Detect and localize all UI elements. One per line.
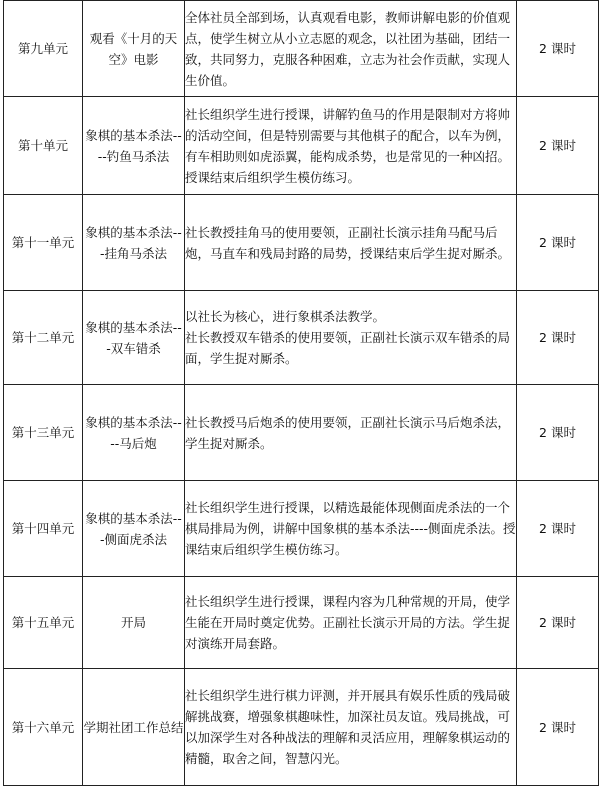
topic-label: 观看《十月的天空》电影 <box>89 30 178 67</box>
content-cell <box>185 577 517 669</box>
content-cell <box>185 97 517 195</box>
hours-label: 2 课时 <box>539 41 576 56</box>
unit-label: 第十五单元 <box>11 615 75 630</box>
hours-label: 2 课时 <box>539 425 576 440</box>
topic-label: 开局 <box>120 615 146 630</box>
content-text: 全体社员全部到场，认真观看电影，教师讲解电影的价值观点，使学生树立从小立志愿的观念，以社团为基础，团结一致，共同努力，克服各种困难，立志为社会作贡献，实现人生价值。 <box>185 9 511 88</box>
content-text: 社长组织学生进行授课，课程内容为几种常规的开局，使学生能在开局时奠定优势。正副社长演示开局的方法。学生捉对演练开局套路。 <box>185 594 511 651</box>
unit-label: 第十六单元 <box>11 719 75 735</box>
content-cell <box>185 669 517 786</box>
unit-cell <box>4 291 83 385</box>
unit-cell <box>4 669 83 786</box>
unit-cell <box>4 385 83 481</box>
topic-cell <box>83 195 185 291</box>
hours-label: 2 课时 <box>539 615 576 630</box>
unit-label: 第十四单元 <box>11 521 75 536</box>
topic-label: 象棋的基本杀法---侧面虎杀法 <box>85 510 182 547</box>
topic-cell <box>83 385 185 481</box>
table-row <box>4 669 599 786</box>
course-schedule-table <box>3 0 599 786</box>
unit-label: 第十三单元 <box>11 425 75 440</box>
topic-cell <box>83 481 185 577</box>
hours-cell <box>517 1 599 97</box>
hours-cell <box>517 669 599 786</box>
topic-cell <box>83 1 185 97</box>
content-cell <box>185 291 517 385</box>
unit-label: 第九单元 <box>17 41 68 56</box>
content-text: 社长组织学生进行授课，讲解钓鱼马的作用是限制对方将帅的活动空间，但是特别需要与其他棋子的配合，以车为例，有车相助则如虎添翼，能构成杀势，也是常见的一种凶招。授课结束后组织学生模仿练习。 <box>185 106 511 185</box>
content-text: 社长教授马后炮杀的使用要领，正副社长演示马后炮杀法，学生捉对厮杀。 <box>185 414 511 451</box>
content-text: 社长组织学生进行棋力评测，并开展具有娱乐性质的残局破解挑战赛，增强象棋趣味性，加深社员友谊。残局挑战，可以加深学生对各种战法的理解和灵活应用，理解象棋运动的精髓，取舍之间，智慧闪光。 <box>185 688 511 766</box>
topic-cell <box>83 669 185 786</box>
content-cell <box>185 1 517 97</box>
content-text: 社长组织学生进行授课，以精选最能体现侧面虎杀法的一个棋局排局为例，讲解中国象棋的基本杀法----侧面虎杀法。授课结束后组织学生模仿练习。 <box>185 500 516 557</box>
unit-cell <box>4 195 83 291</box>
content-text: 以社长为核心，进行象棋杀法教学。 社长教授双车错杀的使用要领，正副社长演示双车错杀的局面，学生捉对厮杀。 <box>185 309 511 366</box>
table-row <box>4 97 599 195</box>
hours-cell <box>517 291 599 385</box>
topic-label: 象棋的基本杀法---双车错杀 <box>85 319 182 356</box>
table-row <box>4 291 599 385</box>
topic-label: 学期社团工作总结 <box>83 719 184 735</box>
hours-label: 2 课时 <box>539 235 576 250</box>
hours-label: 2 课时 <box>539 719 576 735</box>
unit-cell <box>4 1 83 97</box>
table-row <box>4 195 599 291</box>
hours-cell <box>517 97 599 195</box>
hours-cell <box>517 385 599 481</box>
topic-cell <box>83 577 185 669</box>
hours-cell <box>517 195 599 291</box>
hours-cell <box>517 577 599 669</box>
unit-label: 第十二单元 <box>11 330 75 345</box>
unit-cell <box>4 97 83 195</box>
topic-label: 象棋的基本杀法----马后炮 <box>85 414 182 451</box>
topic-cell <box>83 97 185 195</box>
unit-cell <box>4 577 83 669</box>
table-row <box>4 385 599 481</box>
table-row <box>4 1 599 97</box>
content-cell <box>185 385 517 481</box>
topic-cell <box>83 291 185 385</box>
table-row <box>4 481 599 577</box>
unit-label: 第十单元 <box>17 138 68 153</box>
unit-cell <box>4 481 83 577</box>
hours-label: 2 课时 <box>539 138 576 153</box>
hours-cell <box>517 481 599 577</box>
hours-label: 2 课时 <box>539 330 576 345</box>
topic-label: 象棋的基本杀法---挂角马杀法 <box>85 224 182 261</box>
unit-label: 第十一单元 <box>11 235 75 250</box>
table-row <box>4 577 599 669</box>
content-text: 社长教授挂角马的使用要领，正副社长演示挂角马配马后炮，马直车和残局封路的局势，授课结束后学生捉对厮杀。 <box>185 224 511 261</box>
content-cell <box>185 195 517 291</box>
topic-label: 象棋的基本杀法----钓鱼马杀法 <box>85 127 182 164</box>
content-cell <box>185 481 517 577</box>
hours-label: 2 课时 <box>539 521 576 536</box>
